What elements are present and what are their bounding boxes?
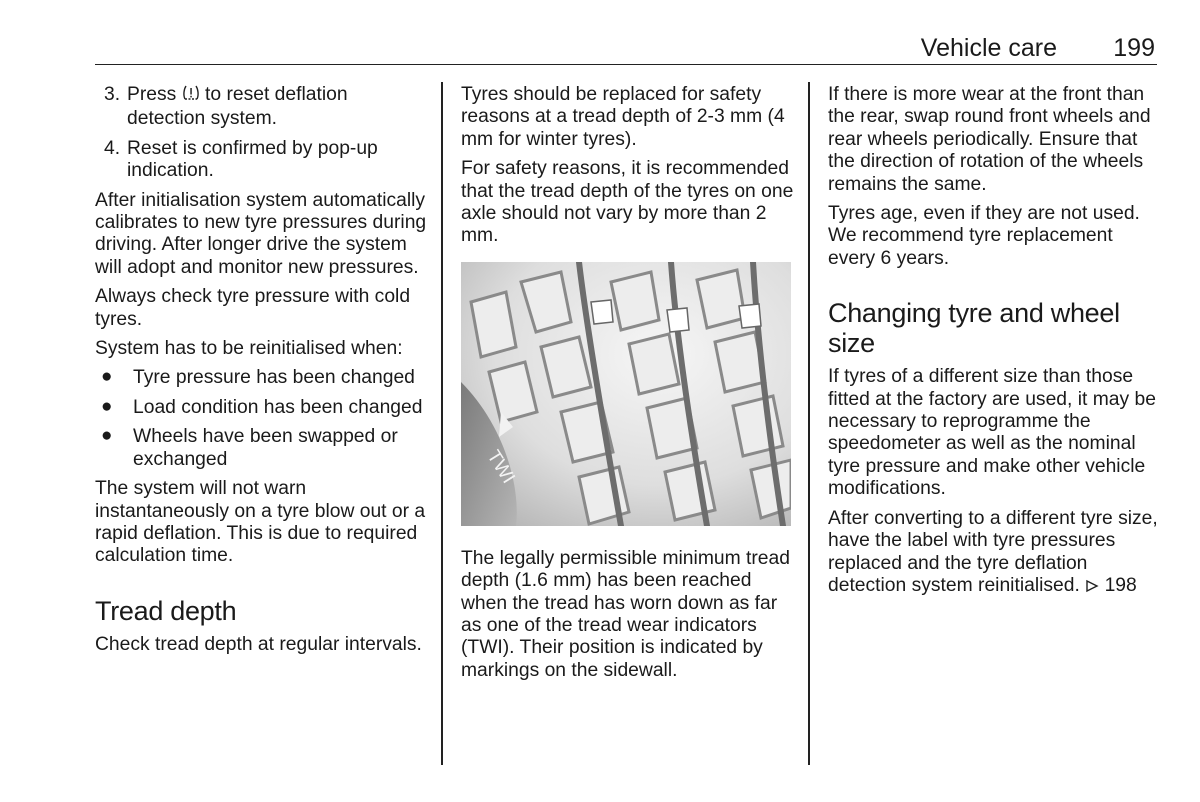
- bullet-icon: ●: [101, 395, 113, 417]
- paragraph: The legally permissible minimum tread depth (1.6 mm) has been reached when the tread has worn down as far as one of the tread wear indicators (TWI). Their position is indicated by markings on the sidewall.: [461, 547, 790, 681]
- step-text-post: to reset deflation detection system.: [127, 84, 348, 130]
- paragraph: Tyres age, even if they are not used. We recommend tyre replacement every 6 years.: [828, 203, 1140, 269]
- column-3: [828, 84, 1160, 606]
- paragraph-text: After converting to a different tyre size, have the label with tyre pressures replaced and the tyre deflation detection system reinitialised.: [828, 507, 1158, 596]
- paragraph: [828, 508, 1160, 600]
- paragraph: After initialisation system automatically calibrates to new tyre pressures during driving. After longer drive the system will adopt and monitor new pressures.: [95, 189, 427, 278]
- bullet-icon: ●: [101, 425, 113, 447]
- page-reference-link[interactable]: 198: [1104, 574, 1137, 596]
- page-reference-arrow-icon: [1085, 577, 1099, 599]
- twi-label: TWI: [482, 446, 519, 488]
- page-number: 199: [1113, 34, 1155, 62]
- heading-changing-tyre-size: Changing tyre and wheel size: [828, 298, 1120, 359]
- paragraph: If there is more wear at the front than the rear, swap round front wheels and rear wheels periodically. Ensure that the direction of rotation of the wheels remains the same.: [828, 84, 1151, 195]
- bullet-text: Wheels have been swapped or exchanged: [133, 426, 398, 470]
- column-1: [95, 84, 427, 663]
- page-header: [95, 32, 1157, 65]
- column-divider-2: [808, 82, 810, 765]
- paragraph: System has to be reinitialised when:: [95, 338, 403, 360]
- section-title: Vehicle care: [920, 34, 1057, 62]
- step-text-pre: Press: [127, 84, 177, 105]
- step-text: Reset is confirmed by pop-up indication.: [127, 137, 378, 182]
- paragraph: For safety reasons, it is recommended that the tread depth of the tyres on one axle should not vary by more than 2 mm.: [461, 158, 794, 247]
- step-number: 4.: [104, 137, 121, 159]
- step-3: [95, 84, 427, 131]
- bullet-item: [95, 397, 427, 419]
- heading-tread-depth: Tread depth: [95, 595, 237, 626]
- tyre-tread-figure: [461, 262, 791, 526]
- paragraph: If tyres of a different size than those fitted at the factory are used, it may be necessary to reprogramme the speedometer as well as the nominal tyre pressure and make other vehicle modifications.: [828, 366, 1156, 500]
- bullet-text: Load condition has been changed: [133, 396, 423, 418]
- step-4: [95, 138, 427, 183]
- paragraph: Tyres should be replaced for safety reasons at a tread depth of 2-3 mm (4 mm for winter tyres).: [461, 84, 785, 150]
- paragraph: The system will not warn instantaneously on a tyre blow out or a rapid deflation. This is due to required calculation time.: [95, 478, 426, 567]
- column-2: [461, 84, 795, 689]
- step-number: 3.: [104, 84, 121, 105]
- tyre-pressure-warning-icon: [182, 84, 200, 108]
- bullet-icon: ●: [101, 366, 113, 388]
- column-divider-1: [441, 82, 443, 765]
- bullet-item: [95, 367, 427, 389]
- bullet-item: [95, 426, 427, 471]
- paragraph: Always check tyre pressure with cold tyres.: [95, 286, 411, 330]
- bullet-text: Tyre pressure has been changed: [133, 367, 415, 389]
- paragraph: Check tread depth at regular intervals.: [95, 633, 422, 655]
